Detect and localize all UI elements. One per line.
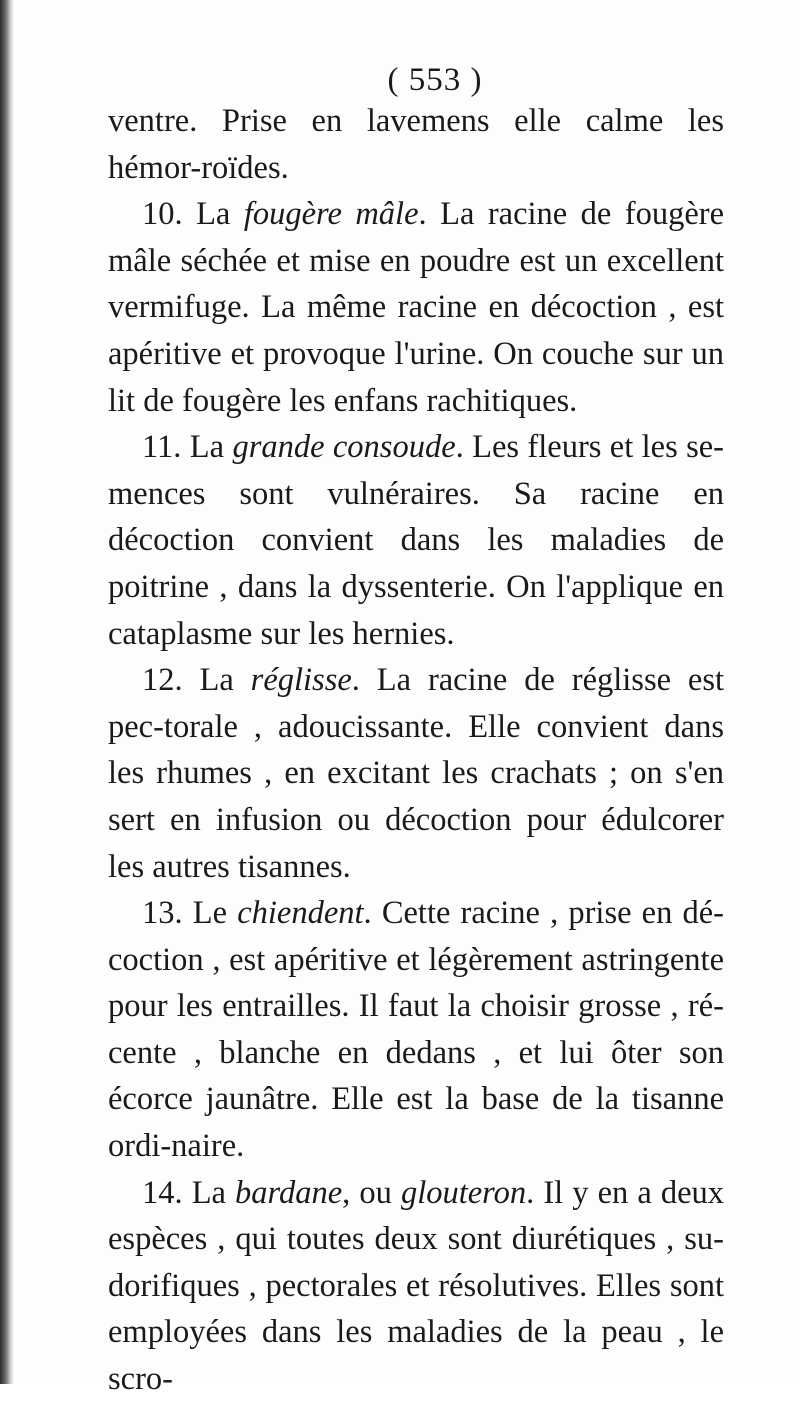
text-run: 12. La <box>142 662 251 699</box>
text-run: 10. La <box>142 196 244 233</box>
paragraph-10 <box>108 191 724 424</box>
italic-term: réglisse <box>250 662 352 699</box>
italic-term: chiendent <box>237 895 364 932</box>
text-run: . Il y en a deux espèces , qui toutes deux sont diurétiques , su-dorifiques , pectorales et résolutives. Elles sont employées dans les maladies de la peau , le scro- <box>108 1174 724 1398</box>
body-text <box>108 98 724 1403</box>
paragraph-intro <box>108 98 724 191</box>
text-run: . Cette racine , prise en dé-coction , est apéritive et légèrement astringente pour les entrailles. Il faut la choisir grosse , ré-cente , blanche en dedans , et lui ôter son écorce jaunâtre. Elle est la base de la tisanne ordi-naire. <box>108 895 724 1165</box>
text-run: . La racine de réglisse est pec-torale , adoucissante. Elle convient dans les rhumes , en excitant les crachats ; on s'en sert en infusion ou décoction pour édulcorer les autres tisannes. <box>108 662 725 885</box>
paragraph-11 <box>108 424 724 657</box>
paragraph-14 <box>108 1170 724 1403</box>
paragraph-12 <box>108 657 724 890</box>
italic-term: grande consoude <box>232 429 456 466</box>
text-run: ventre. Prise en lavemens elle calme les hémor-roïdes. <box>108 103 724 186</box>
text-run: 11. La <box>142 429 233 466</box>
italic-term: glouteron <box>400 1174 527 1211</box>
italic-term: bardane <box>235 1174 343 1211</box>
page-binding-shadow <box>0 0 14 1384</box>
paragraph-13 <box>108 890 724 1170</box>
text-run: 14. La <box>142 1174 236 1211</box>
italic-term: fougère mâle <box>243 196 419 233</box>
text-run: . Les fleurs et les se-mences sont vulnéraires. Sa racine en décoction convient dans les maladies de poitrine , dans la dyssenterie. On l'applique en cataplasme sur les hernies. <box>108 429 724 652</box>
text-run: . La racine de fougère mâle séchée et mise en poudre est un excellent vermifuge. La même racine en décoction , est apéritive et provoque l'urine. On couche sur un lit de fougère les enfans rachitiques. <box>108 196 725 419</box>
text-run: , ou <box>342 1174 401 1211</box>
page-number: ( 553 ) <box>387 62 483 98</box>
text-run: 13. Le <box>142 895 238 932</box>
